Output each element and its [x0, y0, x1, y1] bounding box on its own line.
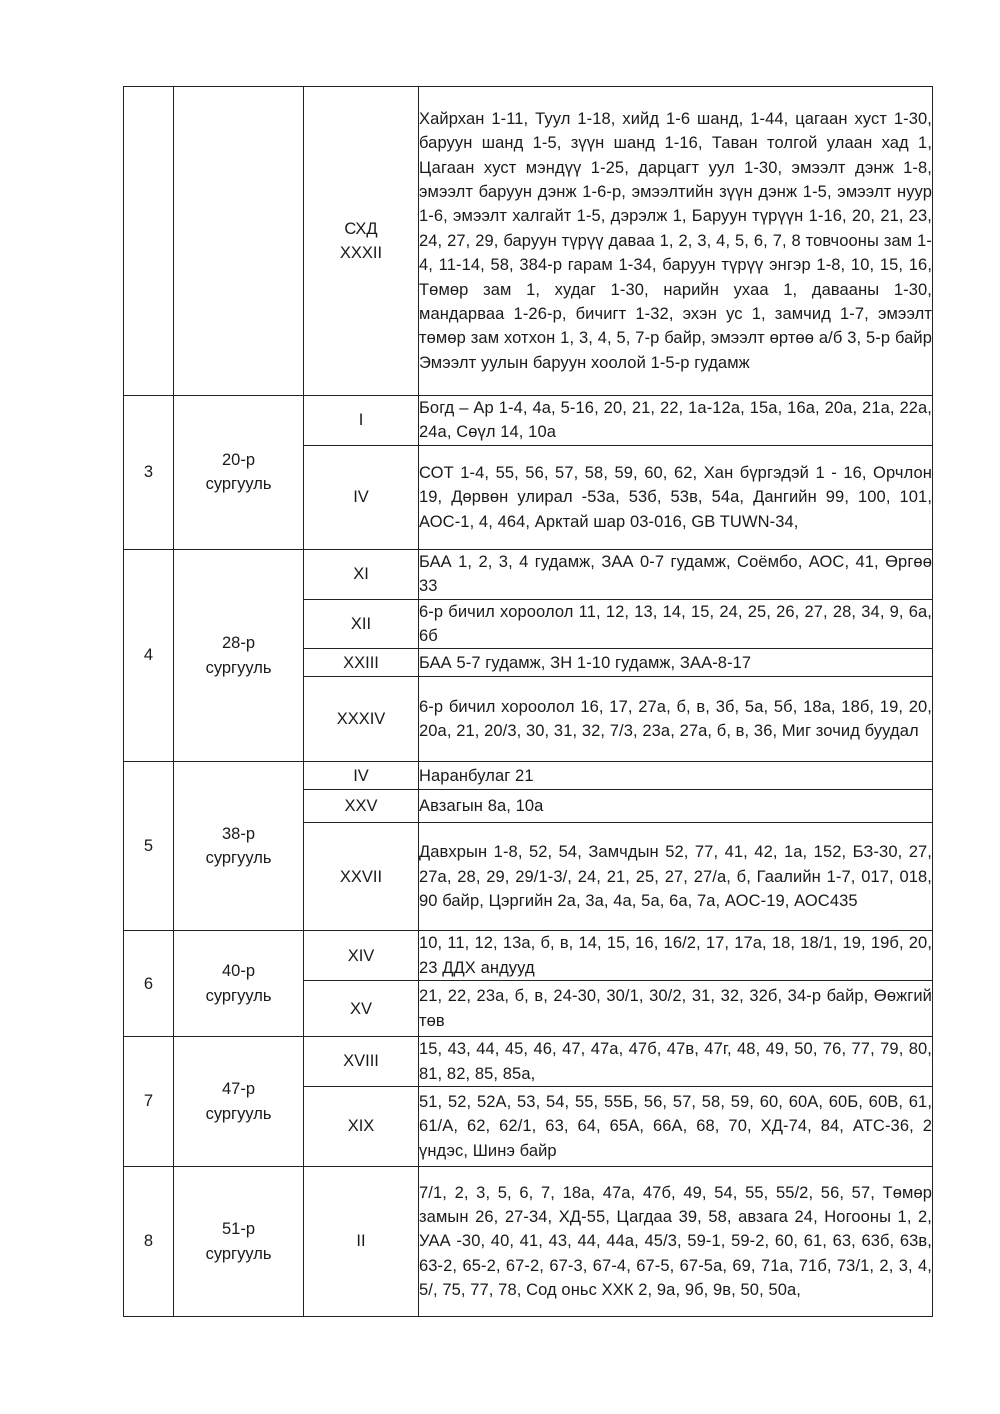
address-cell: БАА 5-7 гудамж, ЗН 1-10 гудамж, ЗАА-8-17 — [419, 649, 933, 677]
school-number: 20-р — [221, 451, 256, 469]
school-cell — [174, 931, 304, 1037]
khoroo-cell: XXXIV — [304, 677, 419, 762]
table-row — [124, 931, 933, 981]
row-number-cell: 8 — [124, 1167, 174, 1317]
school-cell — [174, 87, 304, 396]
address-cell: 10, 11, 12, 13а, б, в, 14, 15, 16, 16/2, 17, 17а, 18, 18/1, 19, 19б, 20, 23 ДДХ андууд — [419, 931, 933, 981]
school-label: сургууль — [205, 475, 272, 494]
school-number: 51-р — [221, 1220, 256, 1239]
school-cell — [174, 1167, 304, 1317]
address-cell: 21, 22, 23а, б, в, 24-30, 30/1, 30/2, 31, 32, 32б, 34-р байр, Өөжгий төв — [419, 981, 933, 1037]
table-row — [124, 549, 933, 599]
school-label: сургууль — [205, 658, 272, 677]
khoroo-cell: XIV — [304, 931, 419, 981]
row-number-cell — [124, 87, 174, 396]
khoroo-cell: XIX — [304, 1087, 419, 1167]
khoroo-cell: I — [304, 396, 419, 446]
table-row — [124, 87, 933, 396]
row-number-cell: 3 — [124, 396, 174, 550]
address-cell: 7/1, 2, 3, 5, 6, 7, 18а, 47а, 47б, 49, 54, 55, 55/2, 56, 57, Төмөр замын 26, 27-34, ХД-55, Цагдаа 39, 58, авзага 24, Ногооны 1, 2, УАА -30, 40, 41, 43, 44, 44а, 45/3, 59-1, 59-2, 60, 61, 63, 63б, 63в, 63-2, 65-2, 67-2, 67-3, 67-4, 67-5, 67-5а, 69, 71а, 71б, 73/1, 2, 3, 4, 5/, 75, 77, 78, Сод оньс ХХК 2, 9а, 9б, 9в, 50, 50а, — [419, 1167, 933, 1317]
address-cell: СОТ 1-4, 55, 56, 57, 58, 59, 60, 62, Хан бүргэдэй 1 - 16, Орчлон 19, Дөрвөн улирал -53а, 53б, 53в, 54а, Дангийн 99, 100, 101, АОС-1, 4, 464, Арктай шар 03-016, GB TUWN-34, — [419, 445, 933, 549]
table-row — [124, 1037, 933, 1087]
school-number: 47-р — [221, 1080, 256, 1099]
khoroo-cell: XVIII — [304, 1037, 419, 1087]
school-label: сургууль — [205, 986, 272, 1005]
khoroo-cell: XXVII — [304, 823, 419, 931]
address-cell: Богд – Ар 1-4, 4а, 5-16, 20, 21, 22, 1а-12а, 15а, 16а, 20а, 21а, 22а, 24а, Сөүл 14, 10а — [419, 396, 933, 446]
school-cell — [174, 549, 304, 762]
school-cell — [174, 1037, 304, 1167]
school-number: 38-р — [221, 825, 256, 844]
row-number-cell: 5 — [124, 762, 174, 931]
khoroo-cell: XI — [304, 549, 419, 599]
table-row — [124, 1167, 933, 1317]
address-cell: 6-р бичил хороолол 11, 12, 13, 14, 15, 24, 25, 26, 27, 28, 34, 9, 6а, 6б — [419, 599, 933, 649]
khoroo-cell: II — [304, 1167, 419, 1317]
table-row — [124, 762, 933, 790]
address-cell: Давхрын 1-8, 52, 54, Замчдын 52, 77, 41, 42, 1а, 152, БЗ-30, 27, 27а, 28, 29, 29/1-3/, 24, 21, 25, 27, 27/а, б, Гаалийн 1-7, 017, 018, 90 байр, Цэргийн 2а, 3а, 4а, 5а, 6а, 7а, АОС-19, АОС435 — [419, 823, 933, 931]
row-number-cell: 4 — [124, 549, 174, 762]
khoroo-numeral: XXXII — [339, 244, 383, 262]
address-cell: БАА 1, 2, 3, 4 гудамж, ЗАА 0-7 гудамж, Соёмбо, АОС, 41, Өргөө 33 — [419, 549, 933, 599]
khoroo-cell: XXV — [304, 790, 419, 823]
address-cell: Хайрхан 1-11, Туул 1-18, хийд 1-6 шанд, 1-44, цагаан хуст 1-30, баруун шанд 1-5, зүүн шанд 1-16, Таван толгой улаан хад 1, Цагаан хуст мэндүү 1-25, дарцагт уул 1-30, эмээлт дэнж 1-8, эмээлт баруун дэнж 1-6-р, эмээлтийн зүүн дэнж 1-5, эмээлт нуур 1-6, эмээлт халгайт 1-5, дэрэлж 1, Баруун түрүүн 1-16, 20, 21, 23, 24, 27, 29, баруун түрүү даваа 1, 2, 3, 4, 5, 6, 7, 8 товчооны зам 1-4, 11-14, 58, 384-р гарам 1-34, баруун түрүү энгэр 1-8, 10, 15, 16, Төмөр зам 1, худаг 1-30, нарийн ухаа 1, давааны 1-30, мандарваа 1-26-р, бичигт 1-32, эхэн ус 1, замчид 1-7, эмээлт төмөр зам хотхон 1, 3, 4, 5, 7-р байр, эмээлт өртөө а/б 3, 5-р байр Эмээлт уулын баруун хоолой 1-5-р гудамж — [419, 87, 933, 396]
khoroo-cell: IV — [304, 445, 419, 549]
khoroo-cell: XV — [304, 981, 419, 1037]
school-cell — [174, 762, 304, 931]
table-row — [124, 396, 933, 446]
school-number: 40-р — [221, 962, 256, 981]
school-label: сургууль — [205, 1104, 272, 1123]
khoroo-cell: XXIII — [304, 649, 419, 677]
address-cell: 15, 43, 44, 45, 46, 47, 47а, 47б, 47в, 47г, 48, 49, 50, 76, 77, 79, 80, 81, 82, 85, 85а, — [419, 1037, 933, 1087]
khoroo-cell — [304, 87, 419, 396]
address-cell: Наранбулаг 21 — [419, 762, 933, 790]
district-code: СХД — [344, 219, 378, 238]
address-cell: 6-р бичил хороолол 16, 17, 27а, б, в, 3б, 5а, 5б, 18а, 18б, 19, 20, 20а, 21, 20/3, 30, 31, 32, 7/3, 23а, 27а, б, в, 36, Миг зочид буудал — [419, 677, 933, 762]
row-number-cell: 7 — [124, 1037, 174, 1167]
school-label: сургууль — [205, 1244, 272, 1263]
school-label: сургууль — [205, 849, 272, 868]
khoroo-cell: IV — [304, 762, 419, 790]
address-cell: Авзагын 8а, 10а — [419, 790, 933, 823]
school-district-table — [123, 86, 933, 1317]
khoroo-cell: XII — [304, 599, 419, 649]
address-cell: 51, 52, 52А, 53, 54, 55, 55Б, 56, 57, 58, 59, 60, 60А, 60Б, 60В, 61, 61/А, 62, 62/1, 63, 64, 65А, 66А, 68, 70, ХД-74, 84, АТС-36, 2 үндэс, Шинэ байр — [419, 1087, 933, 1167]
school-number: 28-р — [221, 634, 256, 653]
school-cell — [174, 396, 304, 550]
row-number-cell: 6 — [124, 931, 174, 1037]
